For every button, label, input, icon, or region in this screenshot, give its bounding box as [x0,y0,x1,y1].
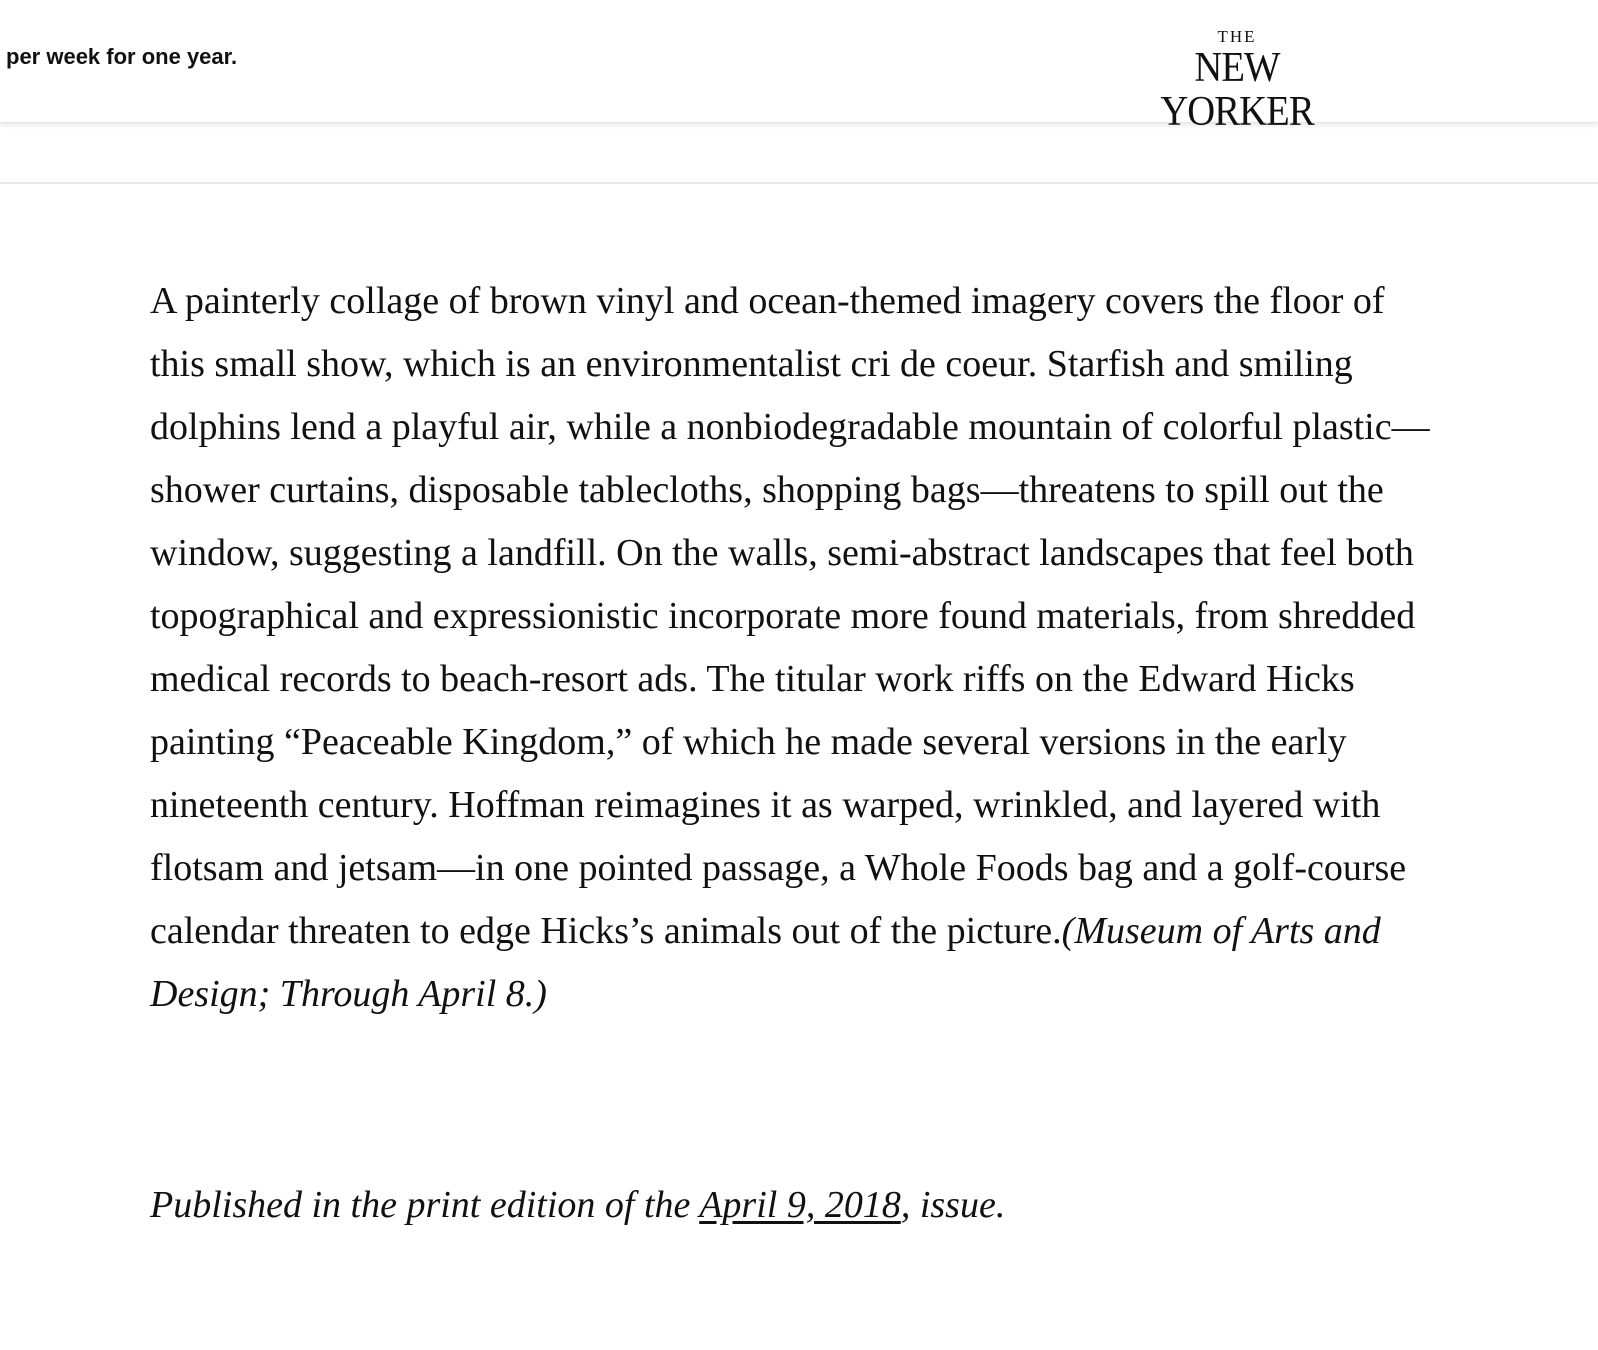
logo-the: THE [1217,27,1257,46]
venue-info: (Museum of Arts and Design; Through April 8.) [150,910,1381,1015]
print-edition-note [150,1180,1440,1230]
new-yorker-logo[interactable] [1112,28,1362,134]
logo-name: NEW YORKER [1160,45,1314,135]
print-edition-prefix: Published in the print edition of the [150,1184,700,1226]
issue-link[interactable]: April 9, 2018 [699,1184,901,1226]
section-divider [0,182,1598,184]
article-body [150,270,1440,1026]
subscription-promo-text[interactable]: per week for one year. [6,44,238,69]
print-edition-suffix: , issue. [900,1184,1006,1226]
article-paragraph [150,270,1440,1026]
article-text: A painterly collage of brown vinyl and ocean-themed imagery covers the floor of this small show, which is an environmentalist cri de coeur. Starfish and smiling dolphins lend a playful air, while a nonbiodegradable mountain of colorful plastic—shower curtains, disposable tablecloths, shopping bags—threatens to spill out the window, suggesting a landfill. On the walls, semi-abstract landscapes that feel both topographical and expressionistic incorporate more found materials, from shredded medical records to beach-resort ads. The titular work riffs on the Edward Hicks painting “Peaceable Kingdom,” of which he made several versions in the early nineteenth century. Hoffman reimagines it as warped, wrinkled, and layered with flotsam and jetsam—in one pointed passage, a Whole Foods bag and a golf-course calendar threaten to edge Hicks’s animals out of the picture. [150,280,1430,952]
top-bar [0,0,1598,135]
